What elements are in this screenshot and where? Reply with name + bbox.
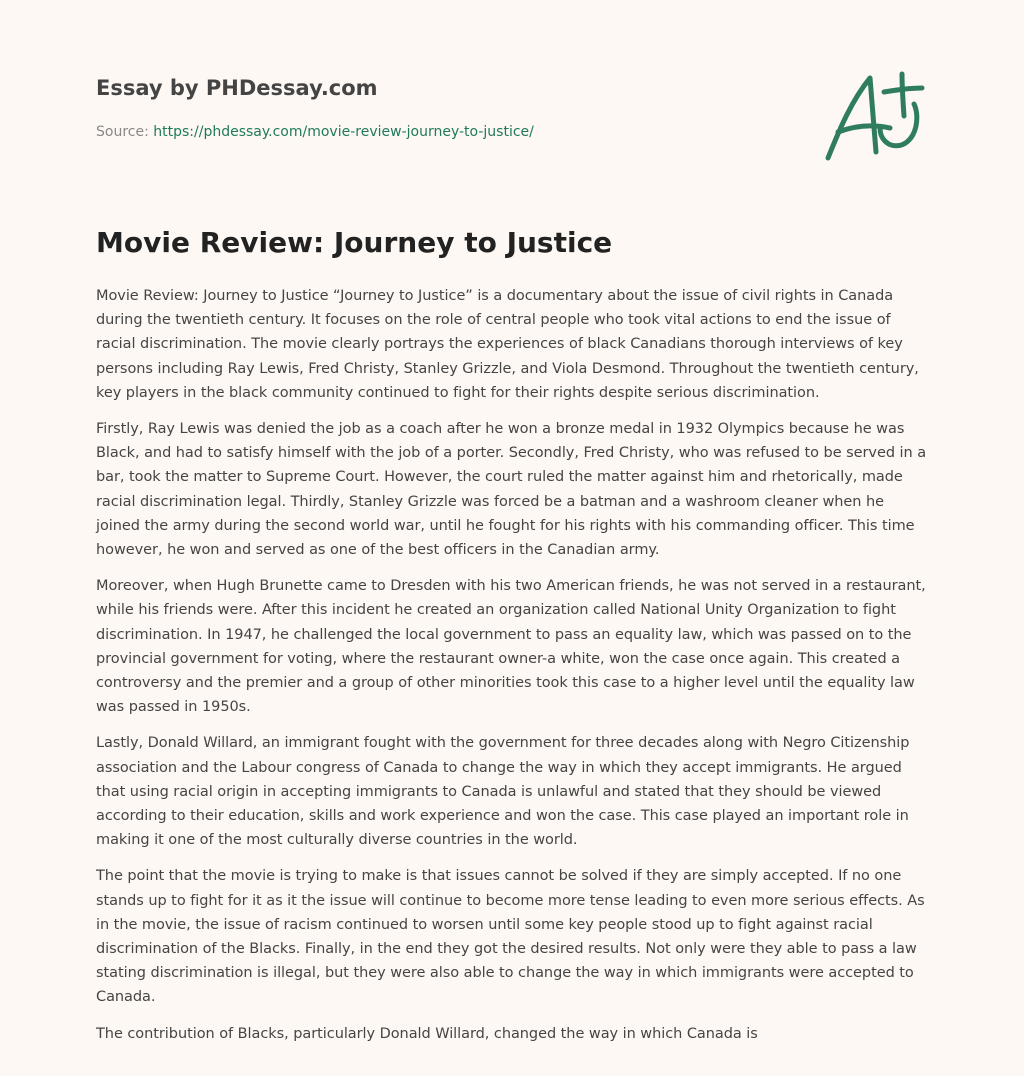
article-paragraph: The contribution of Blacks, particularly Donald Willard, changed the way in which Canada is: [96, 1025, 758, 1042]
article-title: Movie Review: Journey to Justice: [96, 226, 613, 259]
article-paragraph: Moreover, when Hugh Brunette came to Dresden with his two American friends, he was not served in a restaurant, while his friends were. After this incident he created an organization called National Unity Organization to fight discrimination. In 1947, he challenged the local government to pass an equality law, which was passed on to the provincial government for voting, where the restaurant owner-a white, won the case once again. This created a controversy and the premier and a group of other minorities took this case to a higher level until the equality law was passed in 1950s.: [96, 578, 926, 716]
article-paragraph: Lastly, Donald Willard, an immigrant fought with the government for three decades along with Negro Citizenship association and the Labour congress of Canada to change the way in which they accept immigrants. He argued that using racial origin in accepting immigrants to Canada is unlawful and stated that they should be viewed according to their education, skills and work experience and won the case. This case played an important role in making it one of the most culturally diverse countries in the world.: [96, 735, 910, 849]
source-label: Source:: [96, 124, 154, 140]
source-link[interactable]: https://phdessay.com/movie-review-journey-to-justice/: [153, 124, 534, 140]
article-paragraph: Firstly, Ray Lewis was denied the job as a coach after he won a bronze medal in 1932 Olympics because he was Black, and had to satisfy himself with the job of a porter. Secondly, Fred Christy, who was refused to be served in a bar, took the matter to Supreme Court. However, the court ruled the matter against him and rhetorically, made racial discrimination legal. Thirdly, Stanley Grizzle was forced be a batman and a washroom cleaner when he joined the army during the second world war, until he fought for his rights with his commanding officer. This time however, he won and served as one of the best officers in the Canadian army.: [96, 421, 927, 559]
a-plus-logo-icon: [818, 66, 930, 170]
article-body: [96, 284, 930, 1058]
brand-title: Essay by PHDessay.com: [96, 76, 378, 100]
article-paragraph: Movie Review: Journey to Justice “Journey to Justice” is a documentary about the issue of civil rights in Canada during the twentieth century. It focuses on the role of central people who took vital actions to end the issue of racial discrimination. The movie clearly portrays the experiences of black Canadians thorough interviews of key persons including Ray Lewis, Fred Christy, Stanley Grizzle, and Viola Desmond. Throughout the twentieth century, key players in the black community continued to fight for their rights despite serious discrimination.: [96, 288, 919, 401]
article-paragraph: The point that the movie is trying to make is that issues cannot be solved if they are simply accepted. If no one stands up to fight for it as it the issue will continue to become more tense leading to even more serious effects. As in the movie, the issue of racism continued to worsen until some key people stood up to fight against racial discrimination of the Blacks. Finally, in the end they got the desired results. Not only were they able to pass a law stating discrimination is illegal, but they were also able to change the way in which immigrants were accepted to Canada.: [96, 868, 925, 1006]
source-line: [96, 124, 534, 140]
